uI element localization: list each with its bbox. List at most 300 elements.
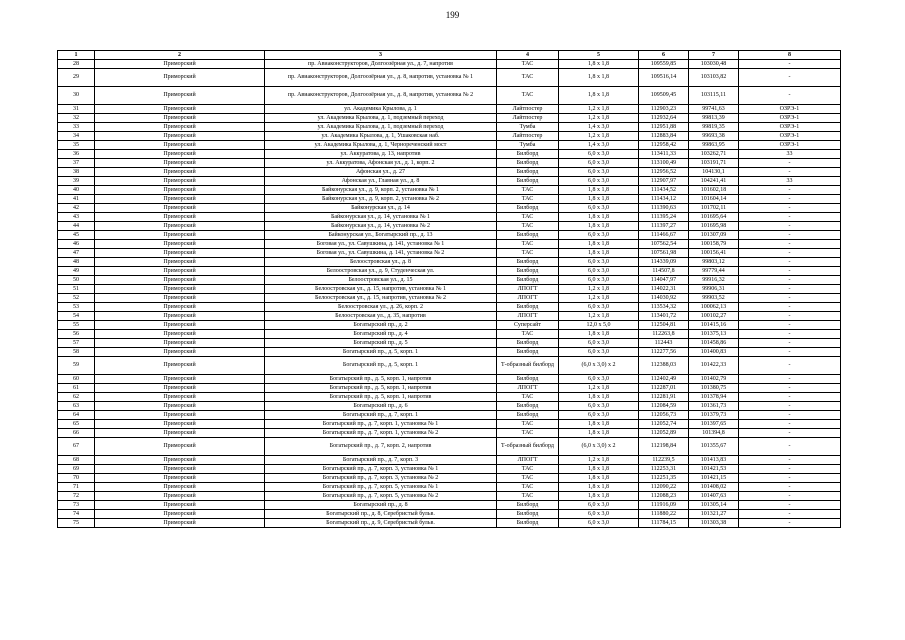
table-cell: 101602,18 <box>689 186 739 195</box>
table-cell: Суперсайт <box>497 321 559 330</box>
table-cell: ОЗРЭ-1 <box>739 141 841 150</box>
table-row <box>58 240 841 249</box>
table-cell: 99863,95 <box>689 141 739 150</box>
table-cell: Приморский <box>95 510 265 519</box>
table-cell: ул. Академика Крылова, д. 1, Чернореченский мост <box>265 141 497 150</box>
table-cell: 112084,59 <box>639 402 689 411</box>
table-cell: Приморский <box>95 465 265 474</box>
table-cell: 104241,41 <box>689 177 739 186</box>
table-cell: Богатырский пр., д. 9, Серебристый бульв. <box>265 519 497 528</box>
table-cell: 109559,85 <box>639 60 689 69</box>
table-cell: - <box>739 393 841 402</box>
table-cell: 37 <box>58 159 95 168</box>
column-header: 6 <box>639 51 689 60</box>
table-cell: 55 <box>58 321 95 330</box>
table-cell: Приморский <box>95 285 265 294</box>
table-row <box>58 321 841 330</box>
table-cell: ТАС <box>497 213 559 222</box>
table-row <box>58 465 841 474</box>
table-cell: 114507,8 <box>639 267 689 276</box>
table-cell: Приморский <box>95 213 265 222</box>
table-cell: 1,8 х 1,8 <box>559 492 639 501</box>
table-cell: Приморский <box>95 492 265 501</box>
table-cell: 101303,38 <box>689 519 739 528</box>
table-cell: 111395,24 <box>639 213 689 222</box>
table-cell: Приморский <box>95 339 265 348</box>
table-cell: Приморский <box>95 303 265 312</box>
table-cell: 66 <box>58 429 95 438</box>
table-cell: 111397,27 <box>639 222 689 231</box>
table-cell: Приморский <box>95 501 265 510</box>
table-cell: 112251,35 <box>639 474 689 483</box>
table-cell: 1,8 х 1,8 <box>559 393 639 402</box>
table-cell: Боговая ул., ул. Савушкина, д. 141, установка № 1 <box>265 240 497 249</box>
table-cell: 111466,67 <box>639 231 689 240</box>
table-row <box>58 492 841 501</box>
column-header: 1 <box>58 51 95 60</box>
table-cell: Белоостровская ул., д. 26, корп. 2 <box>265 303 497 312</box>
table-row <box>58 312 841 321</box>
table-cell: 1,8 х 1,8 <box>559 240 639 249</box>
table-cell: 6,0 х 3,0 <box>559 375 639 384</box>
table-cell: 1,8 х 1,8 <box>559 60 639 69</box>
table-cell: Приморский <box>95 312 265 321</box>
table-cell: 1,2 х 1,8 <box>559 105 639 114</box>
table-cell: 46 <box>58 240 95 249</box>
table-row <box>58 132 841 141</box>
table-cell: Афонская ул., Главная ул., д. 8 <box>265 177 497 186</box>
table-cell: 1,8 х 1,8 <box>559 330 639 339</box>
table-cell: Байконурская ул., д. 9, корп. 2, установка № 1 <box>265 186 497 195</box>
table-cell: 28 <box>58 60 95 69</box>
table-cell: Богатырский пр., д. 7, корп. 1, установка № 2 <box>265 429 497 438</box>
table-cell: ОЗРЭ-1 <box>739 114 841 123</box>
table-cell: 112263,8 <box>639 330 689 339</box>
table-cell: ЛПОГТ <box>497 312 559 321</box>
table-cell: ул. Аккуратова, Афонская ул., д. 1, корп. 2 <box>265 159 497 168</box>
table-cell: Лайтпостер <box>497 132 559 141</box>
table-cell: - <box>739 456 841 465</box>
table-cell: 48 <box>58 258 95 267</box>
table-row <box>58 519 841 528</box>
table-cell: Приморский <box>95 105 265 114</box>
table-cell: 1,4 х 3,0 <box>559 141 639 150</box>
table-cell: Байконурская ул., Богатырский пр., д. 13 <box>265 231 497 240</box>
table-cell: - <box>739 330 841 339</box>
table-cell: 111390,63 <box>639 204 689 213</box>
table-cell: 64 <box>58 411 95 420</box>
table-cell: 99741,63 <box>689 105 739 114</box>
table-row <box>58 393 841 402</box>
table-cell: Богатырский пр., д. 8, Серебристый бульв. <box>265 510 497 519</box>
table-cell: 111880,22 <box>639 510 689 519</box>
table-cell: 112052,89 <box>639 429 689 438</box>
table-cell: 1,2 х 1,8 <box>559 456 639 465</box>
table-cell: 1,8 х 1,8 <box>559 222 639 231</box>
table-cell: 6,0 х 3,0 <box>559 231 639 240</box>
table-cell: Богатырский пр., д. 6 <box>265 402 497 411</box>
table-cell: 40 <box>58 186 95 195</box>
table-cell: Лайтпостер <box>497 105 559 114</box>
table-cell: 52 <box>58 294 95 303</box>
table-cell: ул. Академика Крылова, д. 1, подземный переход <box>265 123 497 132</box>
table-cell: Богатырский пр., д. 5, корп. 1 <box>265 357 497 375</box>
table-cell: Афонская ул., д. 27 <box>265 168 497 177</box>
table-cell: 32 <box>58 114 95 123</box>
table-cell: Приморский <box>95 132 265 141</box>
table-cell: Приморский <box>95 222 265 231</box>
column-header: 7 <box>689 51 739 60</box>
table-cell: 51 <box>58 285 95 294</box>
table-cell: 6,0 х 3,0 <box>559 159 639 168</box>
table-row <box>58 294 841 303</box>
table-cell: Билборд <box>497 519 559 528</box>
table-cell: Билборд <box>497 231 559 240</box>
table-cell: 114022,31 <box>639 285 689 294</box>
table-row <box>58 123 841 132</box>
table-cell: Приморский <box>95 411 265 420</box>
table-cell: 1,8 х 1,8 <box>559 186 639 195</box>
table-row <box>58 168 841 177</box>
table-row <box>58 483 841 492</box>
table-cell: 101415,16 <box>689 321 739 330</box>
table-cell: Приморский <box>95 177 265 186</box>
table-cell: 100158,79 <box>689 240 739 249</box>
table-cell: Приморский <box>95 69 265 87</box>
table-cell: - <box>739 258 841 267</box>
table-cell: Богатырский пр., д. 7, корп. 1 <box>265 411 497 420</box>
table-cell: ТАС <box>497 483 559 492</box>
table-cell: 101421,53 <box>689 465 739 474</box>
table-cell: 61 <box>58 384 95 393</box>
table-row <box>58 150 841 159</box>
table-cell: 101400,83 <box>689 348 739 357</box>
table-row <box>58 105 841 114</box>
table-cell: 112052,74 <box>639 420 689 429</box>
table-cell: 101408,02 <box>689 483 739 492</box>
table-row <box>58 501 841 510</box>
table-cell: ул. Академика Крылова, д. 1, подземный переход <box>265 114 497 123</box>
table-cell: - <box>739 339 841 348</box>
table-cell: - <box>739 87 841 105</box>
table-cell: 101305,14 <box>689 501 739 510</box>
table-cell: ЛПОГТ <box>497 456 559 465</box>
table-cell: 30 <box>58 87 95 105</box>
table-cell: Байконурская ул., д. 14, установка № 1 <box>265 213 497 222</box>
table-cell: (6,0 х 3,0) х 2 <box>559 438 639 456</box>
table-cell: Приморский <box>95 384 265 393</box>
table-cell: 6,0 х 3,0 <box>559 267 639 276</box>
table-cell: - <box>739 375 841 384</box>
table-cell: 101397,65 <box>689 420 739 429</box>
table-cell: 1,2 х 1,8 <box>559 312 639 321</box>
table-cell: 6,0 х 3,0 <box>559 519 639 528</box>
page-number: 199 <box>445 10 460 20</box>
table-cell: 113100,49 <box>639 159 689 168</box>
table-cell: 1,2 х 1,8 <box>559 294 639 303</box>
table-cell: 101695,98 <box>689 222 739 231</box>
table-cell: 101378,94 <box>689 393 739 402</box>
table-cell: ЛПОГТ <box>497 285 559 294</box>
table-row <box>58 402 841 411</box>
table-cell: 1,2 х 1,8 <box>559 384 639 393</box>
table-cell: 58 <box>58 348 95 357</box>
table-cell: Богатырский пр., д. 8 <box>265 501 497 510</box>
table-cell: Боговая ул., ул. Савушкина, д. 141, установка № 2 <box>265 249 497 258</box>
table-cell: Приморский <box>95 348 265 357</box>
table-cell: 101361,73 <box>689 402 739 411</box>
table-cell: 6,0 х 3,0 <box>559 501 639 510</box>
table-cell: - <box>739 213 841 222</box>
table-cell: 100156,41 <box>689 249 739 258</box>
table-cell: 1,2 х 1,8 <box>559 285 639 294</box>
table-cell: Богатырский пр., д. 7, корп. 3, установка № 2 <box>265 474 497 483</box>
table-cell: 6,0 х 3,0 <box>559 303 639 312</box>
table-cell: 103191,71 <box>689 159 739 168</box>
table-cell: Белоостровская ул., д. 15, напротив, установка № 1 <box>265 285 497 294</box>
table-cell: Приморский <box>95 357 265 375</box>
table-cell: 112932,64 <box>639 114 689 123</box>
table-cell: 50 <box>58 276 95 285</box>
table-cell: 6,0 х 3,0 <box>559 510 639 519</box>
table-cell: Тумба <box>497 141 559 150</box>
table-cell: 1,8 х 1,8 <box>559 213 639 222</box>
table-cell: 99906,31 <box>689 285 739 294</box>
table-cell: - <box>739 294 841 303</box>
table-cell: 41 <box>58 195 95 204</box>
table-cell: ТАС <box>497 69 559 87</box>
table-cell: 6,0 х 3,0 <box>559 150 639 159</box>
table-cell: Приморский <box>95 168 265 177</box>
table-cell: 33 <box>739 150 841 159</box>
table-cell: 103030,48 <box>689 60 739 69</box>
table-cell: 111916,09 <box>639 501 689 510</box>
table-body <box>58 60 841 528</box>
table-cell: 109509,45 <box>639 87 689 105</box>
table-row <box>58 141 841 150</box>
table-row <box>58 114 841 123</box>
table-cell: 103103,82 <box>689 69 739 87</box>
table-cell: ТАС <box>497 429 559 438</box>
table-cell: - <box>739 420 841 429</box>
table-cell: 49 <box>58 267 95 276</box>
table-cell: 103262,71 <box>689 150 739 159</box>
table-cell: 101702,11 <box>689 204 739 213</box>
table-cell: - <box>739 159 841 168</box>
table-cell: 101380,75 <box>689 384 739 393</box>
table-cell: 34 <box>58 132 95 141</box>
table-cell: 112907,97 <box>639 177 689 186</box>
table-row <box>58 195 841 204</box>
table-cell: 72 <box>58 492 95 501</box>
table-cell: 111784,15 <box>639 519 689 528</box>
table-cell: - <box>739 357 841 375</box>
table-cell: Билборд <box>497 267 559 276</box>
table-cell: Приморский <box>95 438 265 456</box>
table-cell: 67 <box>58 438 95 456</box>
table-cell: Т-образный билборд <box>497 438 559 456</box>
table-cell: 101421,15 <box>689 474 739 483</box>
table-cell: 44 <box>58 222 95 231</box>
table-cell: Приморский <box>95 519 265 528</box>
table-cell: 112253,31 <box>639 465 689 474</box>
table-cell: Приморский <box>95 393 265 402</box>
table-cell: - <box>739 285 841 294</box>
table-cell: Приморский <box>95 330 265 339</box>
table-cell: - <box>739 510 841 519</box>
table-row <box>58 69 841 87</box>
table-cell: 101413,83 <box>689 456 739 465</box>
table-cell: Приморский <box>95 321 265 330</box>
table-cell: 6,0 х 3,0 <box>559 402 639 411</box>
table-cell: 101695,64 <box>689 213 739 222</box>
table-cell: Приморский <box>95 276 265 285</box>
table-cell: 1,8 х 1,8 <box>559 429 639 438</box>
table-cell: Приморский <box>95 258 265 267</box>
table-cell: 36 <box>58 150 95 159</box>
table-cell: ТАС <box>497 195 559 204</box>
table-cell: 63 <box>58 402 95 411</box>
table-cell: 112277,56 <box>639 348 689 357</box>
table-cell: 43 <box>58 213 95 222</box>
table-cell: 112287,01 <box>639 384 689 393</box>
table-cell: 101379,73 <box>689 411 739 420</box>
table-cell: Приморский <box>95 231 265 240</box>
table-cell: 6,0 х 3,0 <box>559 258 639 267</box>
table-cell: 60 <box>58 375 95 384</box>
table-row <box>58 186 841 195</box>
table-row <box>58 474 841 483</box>
table-cell: - <box>739 321 841 330</box>
table-cell: пр. Авиаконструкторов, Долгоозёрная ул., д. 8, напротив, установка № 2 <box>265 87 497 105</box>
table-cell: 65 <box>58 420 95 429</box>
table-cell: Приморский <box>95 159 265 168</box>
table-cell: 112056,73 <box>639 411 689 420</box>
table-cell: ЛПОГТ <box>497 384 559 393</box>
table-cell: - <box>739 501 841 510</box>
table-cell: 54 <box>58 312 95 321</box>
table-cell: Богатырский пр., д. 2 <box>265 321 497 330</box>
table-cell: - <box>739 492 841 501</box>
table-cell: ТАС <box>497 60 559 69</box>
table-cell: 99903,52 <box>689 294 739 303</box>
table-cell: ТАС <box>497 474 559 483</box>
table-cell: 6,0 х 3,0 <box>559 339 639 348</box>
table-cell: Билборд <box>497 177 559 186</box>
table-cell: 101422,33 <box>689 357 739 375</box>
table-cell: Билборд <box>497 375 559 384</box>
table-cell: 1,8 х 1,8 <box>559 87 639 105</box>
table-cell: - <box>739 384 841 393</box>
table-cell: ОЗРЭ-1 <box>739 132 841 141</box>
table-cell: Приморский <box>95 402 265 411</box>
table-cell: Богатырский пр., д. 5, корп. 1, напротив <box>265 375 497 384</box>
table-row <box>58 420 841 429</box>
table-cell: Приморский <box>95 87 265 105</box>
table-cell: 57 <box>58 339 95 348</box>
table-cell: ТАС <box>497 330 559 339</box>
table-cell: 112090,22 <box>639 483 689 492</box>
table-cell: Приморский <box>95 375 265 384</box>
table-cell: 47 <box>58 249 95 258</box>
table-cell: Билборд <box>497 339 559 348</box>
column-header: 2 <box>95 51 265 60</box>
table-cell: Приморский <box>95 186 265 195</box>
table-row <box>58 258 841 267</box>
table-row <box>58 213 841 222</box>
table-cell: - <box>739 204 841 213</box>
table-row <box>58 249 841 258</box>
table-cell: - <box>739 231 841 240</box>
table-cell: - <box>739 276 841 285</box>
table-cell: 1,8 х 1,8 <box>559 420 639 429</box>
table-cell: 107561,98 <box>639 249 689 258</box>
table-cell: 101375,13 <box>689 330 739 339</box>
table-cell: 39 <box>58 177 95 186</box>
table-cell: Приморский <box>95 150 265 159</box>
table-cell: Билборд <box>497 510 559 519</box>
table-cell: 1,8 х 1,8 <box>559 195 639 204</box>
table-cell: Приморский <box>95 483 265 492</box>
table-cell: 75 <box>58 519 95 528</box>
table-cell: 33 <box>739 177 841 186</box>
table-cell: 112088,23 <box>639 492 689 501</box>
table-cell: 29 <box>58 69 95 87</box>
table-cell: Тумба <box>497 123 559 132</box>
table-cell: 114047,97 <box>639 276 689 285</box>
data-table <box>57 50 841 528</box>
table-cell: Билборд <box>497 276 559 285</box>
table-cell: - <box>739 186 841 195</box>
table-cell: 99803,12 <box>689 258 739 267</box>
table-row <box>58 339 841 348</box>
table-cell: ул. Академика Крылова, д. 1 <box>265 105 497 114</box>
table-row <box>58 204 841 213</box>
table-cell: - <box>739 438 841 456</box>
table-cell: - <box>739 429 841 438</box>
table-cell: 112443 <box>639 339 689 348</box>
table-row <box>58 456 841 465</box>
table-cell: 101307,09 <box>689 231 739 240</box>
table-row <box>58 384 841 393</box>
table-cell: Приморский <box>95 456 265 465</box>
table-cell: - <box>739 60 841 69</box>
table-cell: 100062,13 <box>689 303 739 312</box>
table-cell: ТАС <box>497 492 559 501</box>
table-cell: Белоостровская ул., д. 15 <box>265 276 497 285</box>
table-cell: 104130,1 <box>689 168 739 177</box>
table-row <box>58 276 841 285</box>
table-cell: 114030,92 <box>639 294 689 303</box>
table-row <box>58 177 841 186</box>
table-cell: - <box>739 195 841 204</box>
table-cell: 45 <box>58 231 95 240</box>
table-cell: Билборд <box>497 411 559 420</box>
table-cell: 1,8 х 1,8 <box>559 474 639 483</box>
table-cell: 6,0 х 3,0 <box>559 411 639 420</box>
table-cell: 6,0 х 3,0 <box>559 177 639 186</box>
table-cell: Богатырский пр., д. 5 <box>265 339 497 348</box>
table-cell: Богатырский пр., д. 7, корп. 5, установка № 1 <box>265 483 497 492</box>
table-cell: 6,0 х 3,0 <box>559 168 639 177</box>
table-cell: 113401,72 <box>639 312 689 321</box>
table-cell: - <box>739 474 841 483</box>
table-cell: ЛПОГТ <box>497 294 559 303</box>
table-cell: ТАС <box>497 240 559 249</box>
table-row <box>58 330 841 339</box>
table-cell: Приморский <box>95 420 265 429</box>
table-cell: ТАС <box>497 186 559 195</box>
